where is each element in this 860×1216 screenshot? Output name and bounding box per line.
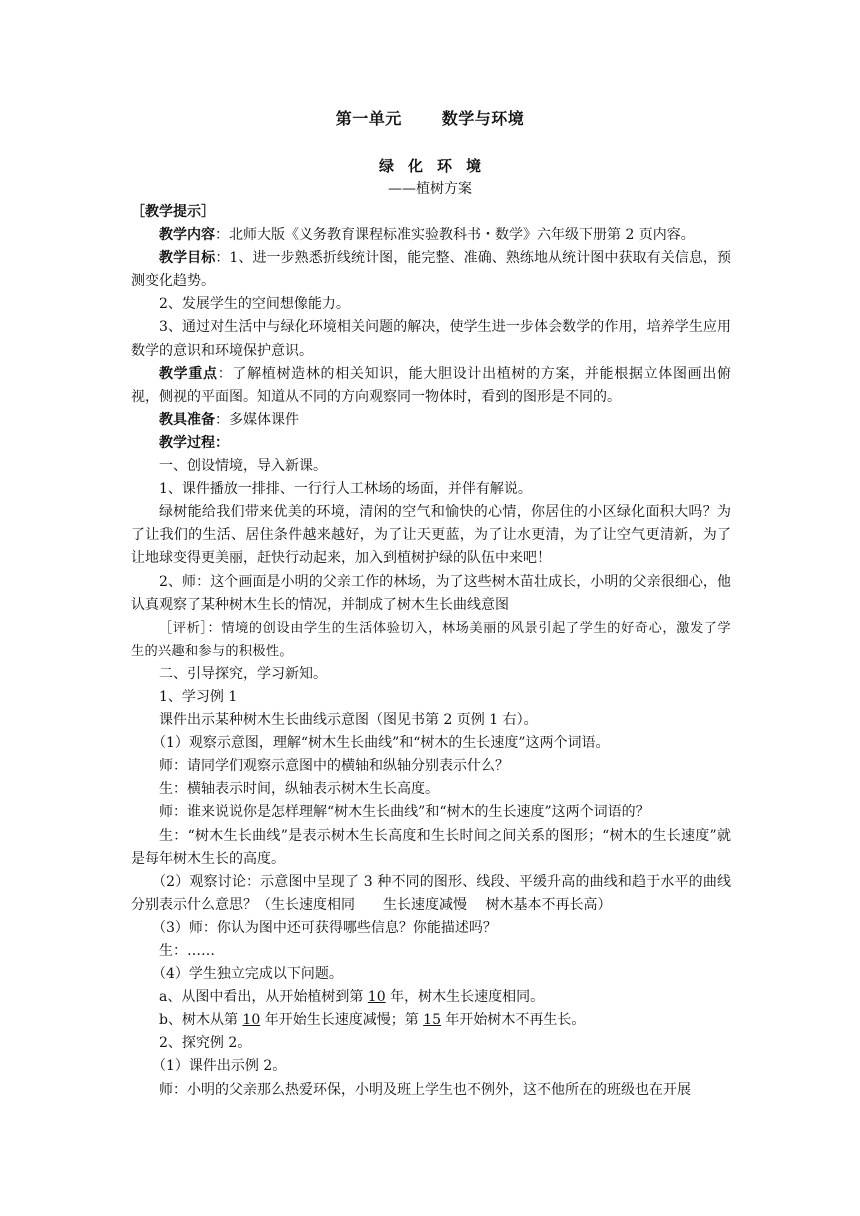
unit-title: [0, 106, 860, 129]
document-body: [131, 201, 731, 1102]
teaching-content-label: 教学内容: [159, 227, 215, 244]
teacher-line-3: 师：小明的父亲那么热爱环保，小明及班上学生也不例外，这不他所在的班级也在开展: [159, 1081, 691, 1098]
student-line-3: 生：……: [159, 943, 215, 959]
unit-name: 数学与环境: [441, 109, 525, 128]
teaching-tools-label: 教具准备: [159, 411, 215, 428]
teaching-content: [131, 224, 731, 247]
section-1-item-2: 2、师：这个画面是小明的父亲工作的林场，为了这些树木苗壮成长，小明的父亲很细心，他认真观察了某种树木生长的情况，并制成了树木生长曲线意图: [131, 573, 731, 613]
teaching-content-text: ：北师大版《义务教育课程标准实验教科书・数学》六年级下册第 2 页内容。: [215, 227, 695, 244]
answer-a-blank: 10: [367, 989, 386, 1006]
question-3: （3）师：你认为图中还可获得哪些信息？你能描述吗？: [152, 919, 497, 936]
section-hint: ［教学提示］: [131, 204, 215, 220]
answer-a-text-2: 年，树木生长速度相同。: [385, 989, 545, 1006]
lesson-title: 绿化环境: [378, 157, 495, 175]
teaching-focus: [131, 363, 731, 409]
teacher-line-1: 师：请同学们观察示意图中的横轴和纵轴分别表示什么？: [159, 758, 509, 775]
answer-b-blank-1: 10: [242, 1012, 261, 1029]
answer-b-text-3: 年开始树木不再生长。: [440, 1012, 586, 1029]
section-1-item-1: 1、课件播放一排排、一行行人工林场的场面，并伴有解说。: [159, 481, 532, 498]
example-1-display: 课件出示某种树木生长曲线示意图（图见书第 2 页例 1 右）。: [159, 712, 538, 729]
student-line-2: 生：“树木生长曲线”是表示树木生长高度和生长时间之间关系的图形；“树木的生长速度”就是每年树木生长的高度。: [131, 827, 731, 867]
evaluation-comment: ［评析］：情境的创设由学生的生活体验切入，林场美丽的风景引起了学生的好奇心，激发了学生的兴趣和参与的积极性。: [131, 620, 731, 659]
teaching-tools: [131, 409, 731, 432]
teaching-focus-label: 教学重点: [159, 365, 218, 382]
section-1-heading: 一、创设情境，导入新课。: [159, 458, 327, 475]
unit-number: 第一单元: [335, 109, 402, 128]
answer-b-text-1: b、树木从第: [159, 1012, 243, 1029]
answer-a-text-1: a、从图中看出，从开始植树到第: [159, 989, 368, 1006]
student-line-1: 生：横轴表示时间，纵轴表示树木生长高度。: [159, 781, 439, 798]
lesson-subtitle: ——植树方案: [388, 181, 472, 197]
teaching-goal-1-text: ：1、进一步熟悉折线统计图，能完整、准确、熟练地从统计图中获取有关信息，预测变化趋势。: [131, 250, 732, 290]
intro-paragraph: 绿树能给我们带来优美的环境，清闲的空气和愉快的心情，你居住的小区绿化面积大吗？为了让我们的生活、居住条件越来越好，为了让天更蓝，为了让水更清，为了让空气更清新，为了让地球变得更美丽，赶快行动起来，加入到植树护绿的队伍中来吧！: [131, 504, 731, 567]
section-2-item-2: 2、探究例 2。: [159, 1035, 252, 1052]
teacher-line-2: 师：谁来说说你是怎样理解“树木生长曲线”和“树木的生长速度”这两个词语的？: [159, 804, 650, 821]
section-2-heading: 二、引导探究，学习新知。: [159, 665, 327, 682]
teaching-goal-1: [131, 247, 731, 293]
question-4: （4）学生独立完成以下问题。: [152, 966, 343, 983]
section-2-item-1: 1、学习例 1: [159, 688, 238, 705]
teaching-tools-text: ：多媒体课件: [215, 411, 299, 428]
answer-b: [131, 1009, 731, 1032]
teaching-goal-3: 3、通过对生活中与绿化环境相关问题的解决，使学生进一步体会数学的作用，培养学生应用数学的意识和环境保护意识。: [131, 319, 731, 359]
teaching-process-label: 教学过程：: [159, 434, 229, 451]
teaching-goals-label: 教学目标: [159, 250, 216, 267]
answer-b-blank-2: 15: [423, 1012, 441, 1029]
question-1: （1）观察示意图，理解“树木生长曲线”和“树木的生长速度”这两个词语。: [152, 735, 610, 752]
teaching-goal-2: 2、发展学生的空间想像能力。: [159, 296, 350, 313]
teaching-focus-text: ：了解植树造林的相关知识，能大胆设计出植树的方案，并能根据立体图画出俯视，侧视的平面图。知道从不同的方向观察同一物体时，看到的图形是不同的。: [131, 365, 732, 405]
answer-b-text-2: 年开始生长速度减慢；第: [260, 1012, 424, 1029]
question-2: （2）观察讨论：示意图中呈现了 3 种不同的图形、线段、平缓升高的曲线和趋于水平的曲线分别表示什么意思？（生长速度相同 生长速度减慢 树木基本不再长高）: [131, 873, 731, 913]
example-2-display: （1）课件出示例 2。: [152, 1058, 287, 1075]
answer-a: [131, 986, 731, 1009]
